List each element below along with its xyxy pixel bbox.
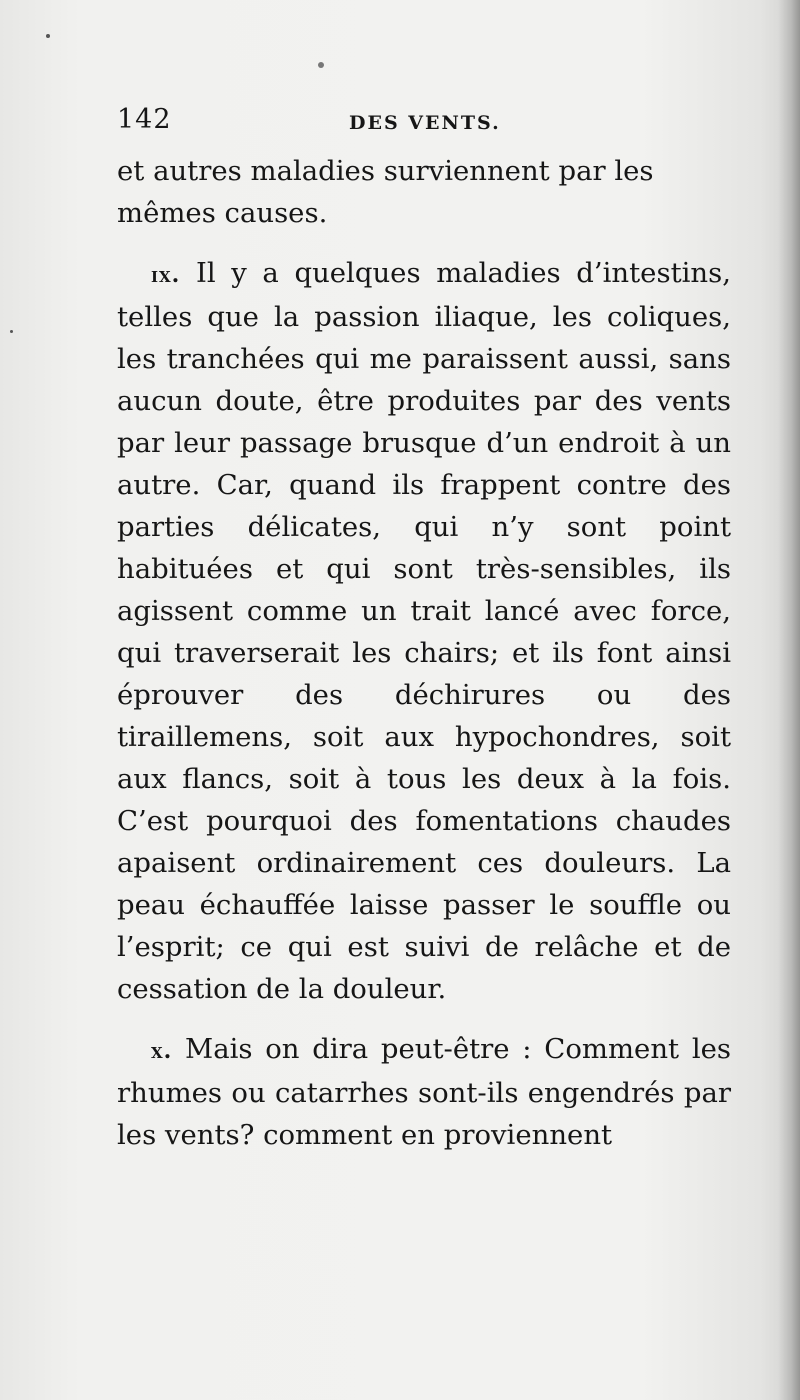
ink-speck [46,34,50,38]
paragraph-number: x. [151,1038,173,1064]
paragraph-text: Il y a quelques maladies d’intestins, telles que la passion iliaque, les coliques, les tranchées qui me paraissent aussi, sans aucun doute, être produites par des vents par leur passage brusque d’un endroit à un autre. Car, quand ils frappent contre des parties délicates, qui n’y sont point habituées et qui sont très-sensibles, ils agissent comme un trait lancé avec force, qui traverserait les chairs; et ils font ainsi éprouver des déchirures ou des tiraillemens, soit aux hypochondres, soit aux flancs, soit à tous les deux à la fois. C’est pourquoi des fomentations chaudes apaisent ordinairement ces douleurs. La peau échauffée laisse passer le souffle ou l’esprit; ce qui est suivi de relâche et de cessation de la douleur. [117,257,731,1005]
ink-speck [318,62,324,68]
paragraph-text: Mais on dira peut-être : Comment les rhumes ou catarrhes sont-ils engendrés par les vents? comment en proviennent [117,1033,731,1151]
ink-speck [10,330,13,333]
page-number: 142 [117,104,172,135]
page-edge-shadow [778,0,800,1400]
paragraph-ix [117,252,731,1010]
paragraph-number: ix. [151,262,181,288]
page-header [117,104,731,144]
running-head: DES VENTS. [349,112,501,134]
continuation-text: et autres maladies surviennent par les mêmes causes. [117,155,654,229]
body-text [117,150,731,1156]
paragraph-x [117,1028,731,1156]
